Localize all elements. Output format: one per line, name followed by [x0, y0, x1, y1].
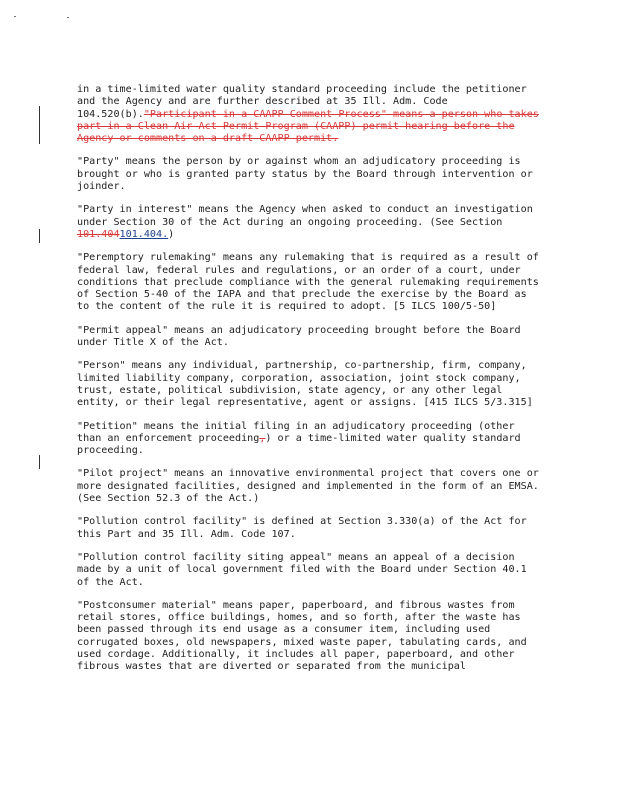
- deleted-text: ,: [259, 432, 266, 444]
- definition-paragraph: [77, 156, 539, 193]
- scan-speck: [67, 17, 69, 18]
- definition-paragraph: [77, 325, 539, 350]
- definition-paragraph: [77, 84, 539, 145]
- paragraph-text: "Person" means any individual, partnership, co-partnership, firm, company, limited liability company, corporation, association, joint stock company, trust, estate, political subdivision, state agency, or any other legal entity, or their legal representative, agent or assigns. [415 ILCS 5/3.315]: [77, 360, 533, 409]
- definition-paragraph: [77, 204, 539, 241]
- paragraph-text: ) or a time-limited water quality standard proceeding.: [77, 432, 521, 457]
- paragraph-text: "Party in interest" means the Agency when asked to conduct an investigation under Section 30 of the Act during an ongoing proceeding. (See Section: [77, 204, 533, 228]
- definition-paragraph: [77, 516, 539, 541]
- revision-bar: [39, 229, 40, 243]
- revision-bar: [39, 455, 40, 469]
- definition-paragraph: [77, 552, 539, 589]
- definition-paragraph: [77, 600, 539, 674]
- paragraph-text: "Peremptory rulemaking" means any rulemaking that is required as a result of federal law, federal rules and regulations, or an order of a court, under conditions that preclude compliance with the general rulemaking requirements of Section 5-40 of the IAPA and that preclude the exercise by the Board as to the content of the rule it is required to adopt. [5 ILCS 100/5-50]: [77, 252, 539, 313]
- paragraph-text: "Pilot project" means an innovative environmental project that covers one or more designated facilities, designed and implemented in the form of an EMSA. (See Section 52.3 of the Act.): [77, 468, 539, 505]
- paragraph-text: "Petition" means the initial filing in an adjudicatory proceeding (other than an enforcement proceeding: [77, 420, 515, 444]
- definition-paragraph: [77, 252, 539, 313]
- deleted-text: 101.404: [77, 228, 120, 240]
- definition-paragraph: [77, 468, 539, 505]
- paragraph-text: in a time-limited water quality standard proceeding include the petitioner and the Agency and are further described at 35 Ill. Adm. Code 104.520(b).: [77, 84, 527, 120]
- paragraph-text: "Party" means the person by or against whom an adjudicatory proceeding is brought or who is granted party status by the Board through intervention or joinder.: [77, 156, 533, 193]
- definition-paragraph: [77, 360, 539, 409]
- definition-paragraph: [77, 421, 539, 458]
- paragraph-text: ): [168, 228, 175, 240]
- paragraph-text: "Postconsumer material" means paper, paperboard, and fibrous wastes from retail stores, office buildings, homes, and so forth, after the waste has been passed through its end usage as a consumer item, including used corrugated boxes, old newspapers, mixed waste paper, tabulating cards, and used cordage. Additionally, it includes all paper, paperboard, and other fibrous wastes that are diverted or separated from the municipal: [77, 599, 527, 673]
- scan-speck: [14, 16, 16, 17]
- inserted-text: 101.404.: [119, 228, 169, 240]
- document-body: [77, 84, 539, 685]
- paragraph-text: "Pollution control facility siting appeal" means an appeal of a decision made by a unit of local government filed with the Board under Section 40.1 of the Act.: [77, 551, 527, 588]
- paragraph-text: "Pollution control facility" is defined at Section 3.330(a) of the Act for this Part and 35 Ill. Adm. Code 107.: [77, 516, 527, 540]
- revision-bar: [39, 106, 40, 144]
- deleted-text: "Participant in a CAAPP Comment Process" means a person who takes part in a Clean Air Act Permit Program (CAAPP) permit hearing before the Agency or comments on a draft CAAPP permit.: [77, 108, 539, 145]
- paragraph-text: "Permit appeal" means an adjudicatory proceeding brought before the Board under Title X of the Act.: [77, 324, 521, 349]
